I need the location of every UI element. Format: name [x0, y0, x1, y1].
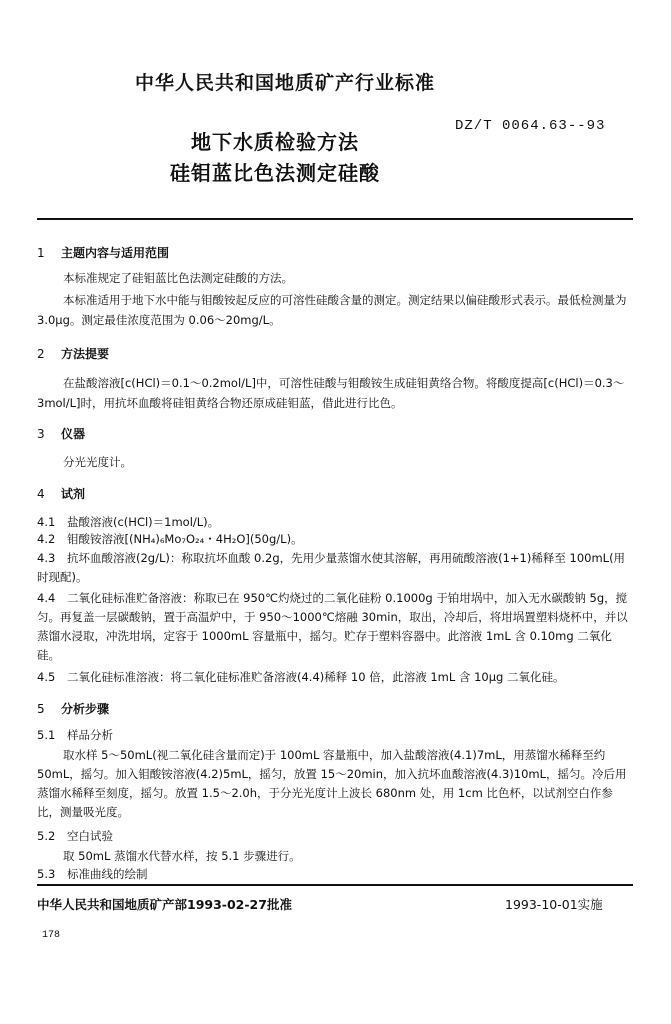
- paragraph: 本标准规定了硅钼蓝比色法测定硅酸的方法。: [63, 271, 293, 285]
- subsection-number: 5.2: [37, 829, 56, 843]
- clause-text: 盐酸溶液(c(HCl)＝1mol/L)。: [67, 515, 220, 529]
- clause-4-3: [37, 549, 633, 587]
- clause-text: 二氧化硅标准贮备溶液：称取已在 950℃灼烧过的二氧化硅粉 0.1000g 于铂坩埚中，加入无水碳酸钠 5g，搅匀。再复盖一层碳酸钠，置于高温炉中，于 950～1000℃熔融 30min，取出，冷却后，将坩埚置塑料烧杯中，并以蒸馏水浸取，冲洗坩埚，定容于 1000mL 容量瓶中，摇匀。贮存于塑料容器中。此溶液 1mL 含 0.10mg 二氧化硅。: [37, 591, 628, 662]
- implementation-date: 1993-10-01实施: [505, 897, 603, 912]
- subsection-title: 样品分析: [67, 728, 113, 742]
- clause-number: 4.2: [37, 532, 56, 546]
- subsection-heading-5-2: [37, 828, 113, 844]
- paragraph: 取水样 5～50mL(视二氧化硅含量而定)于 100mL 容量瓶中，加入盐酸溶液(4.1)7mL，用蒸馏水稀释至约 50mL，摇匀。加入钼酸铵溶液(4.2)5mL，摇匀，放置 15～20min，加入抗坏血酸溶液(4.3)10mL，摇匀。冷后用蒸馏水稀释至刻度，摇匀。放置 1.5～2.0h，于分光光度计上波长 680nm 处，用 1cm 比色杯，以试剂空白作参比，测量吸光度。: [37, 748, 627, 819]
- paragraph: 分光光度计。: [63, 455, 132, 469]
- clause-text: 二氧化硅标准溶液：将二氧化硅标准贮备溶液(4.4)稀释 10 倍，此溶液 1mL 含 10μg 二氧化硅。: [67, 670, 565, 684]
- subsection-number: 5.1: [37, 728, 56, 742]
- section-title: 方法提要: [61, 347, 110, 361]
- section-heading-4: [37, 485, 85, 502]
- section-number: 2: [37, 347, 45, 361]
- paragraph: 本标准适用于地下水中能与钼酸铵起反应的可溶性硅酸含量的测定。测定结果以偏硅酸形式表示。最低检测量为 3.0μg。测定最佳浓度范围为 0.06～20mg/L。: [37, 293, 627, 327]
- section-heading-3: [37, 425, 85, 442]
- footer-divider: [37, 884, 633, 886]
- section-heading-5: [37, 700, 109, 717]
- section-title: 分析步骤: [61, 702, 110, 716]
- section-number: 3: [37, 427, 45, 441]
- paragraph: 在盐酸溶液[c(HCl)＝0.1～0.2mol/L]中，可溶性硅酸与钼酸铵生成硅钼黄络合物。将酸度提高[c(HCl)＝0.3～3mol/L]时，用抗坏血酸将硅钼黄络合物还原成硅钼蓝，借此进行比色。: [37, 376, 625, 410]
- clause-text: 钼酸铵溶液[(NH₄)₆Mo₇O₂₄・4H₂O](50g/L)。: [67, 532, 303, 546]
- paragraph: 取 50mL 蒸馏水代替水样，按 5.1 步骤进行。: [63, 849, 301, 863]
- subsection-heading-5-3: [37, 866, 148, 882]
- approval-line: 中华人民共和国地质矿产部1993-02-27批准: [37, 897, 292, 912]
- document-title-line1: 地下水质检验方法: [191, 130, 359, 154]
- clause-4-4: [37, 589, 633, 665]
- clause-4-2: [37, 530, 633, 549]
- clause-text: 抗坏血酸溶液(2g/L)：称取抗坏血酸 0.2g，先用少量蒸馏水使其溶解，再用硫酸溶液(1+1)稀释至 100mL(用时现配)。: [37, 551, 626, 584]
- clause-number: 4.1: [37, 515, 56, 529]
- section-number: 1: [37, 246, 45, 260]
- section-number: 4: [37, 487, 45, 501]
- clause-number: 4.4: [37, 591, 56, 605]
- section-heading-1: [37, 244, 169, 261]
- subsection-title: 标准曲线的绘制: [67, 867, 148, 881]
- clause-number: 4.3: [37, 551, 56, 565]
- subsection-number: 5.3: [37, 867, 56, 881]
- page-number: 178: [42, 930, 61, 941]
- subsection-title: 空白试验: [67, 829, 113, 843]
- standard-code: DZ/T 0064.63--93: [455, 118, 606, 134]
- section-heading-2: [37, 345, 109, 362]
- section-title: 试剂: [61, 487, 86, 501]
- issuing-body-header: 中华人民共和国地质矿产行业标准: [135, 72, 436, 94]
- document-title-line2: 硅钼蓝比色法测定硅酸: [170, 161, 380, 185]
- section-number: 5: [37, 702, 45, 716]
- section-title: 主题内容与适用范围: [61, 246, 170, 260]
- header-divider: [37, 218, 633, 220]
- clause-4-5: [37, 668, 633, 687]
- subsection-heading-5-1: [37, 727, 113, 743]
- section-title: 仪器: [61, 427, 86, 441]
- clause-number: 4.5: [37, 670, 56, 684]
